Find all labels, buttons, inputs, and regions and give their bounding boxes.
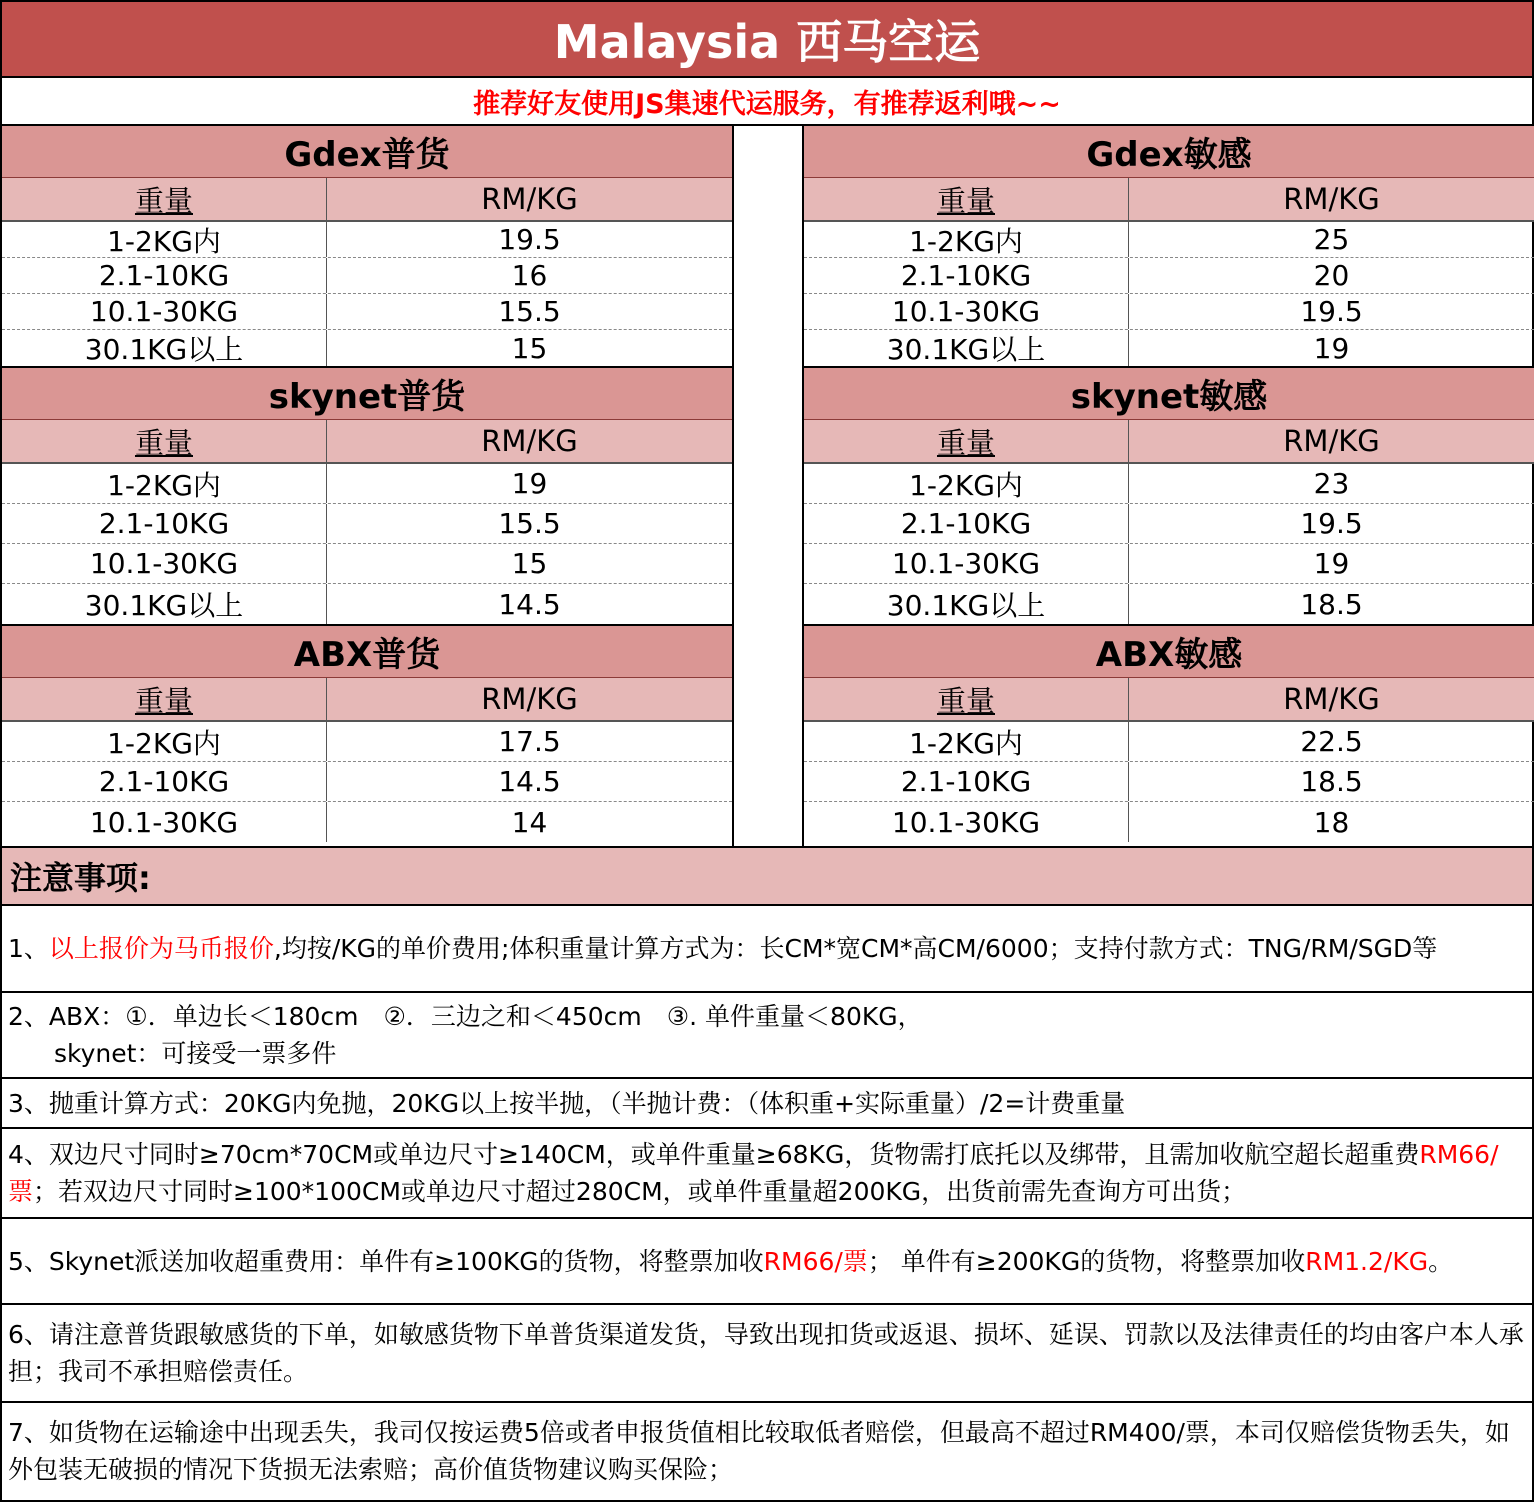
price-cell: 19 <box>511 467 548 500</box>
price-header: RM/KG <box>481 682 578 716</box>
weight-cell: 2.1-10KG <box>2 504 327 543</box>
price-cell: 19.5 <box>1300 295 1363 328</box>
table-row <box>2 584 732 624</box>
weight-cell: 2.1-10KG <box>2 258 327 293</box>
note-text: 。 <box>1428 1246 1454 1276</box>
weight-cell: 10.1-30KG <box>2 544 327 583</box>
price-header: RM/KG <box>1283 424 1380 458</box>
table-header <box>804 420 1534 464</box>
weight-cell: 2.1-10KG <box>2 762 327 801</box>
table-header <box>804 178 1534 222</box>
table-row <box>2 258 732 294</box>
price-cell: 19.5 <box>498 223 561 256</box>
note-highlight: RM66/票 <box>763 1246 868 1276</box>
table-title: skynet敏感 <box>804 368 1534 420</box>
price-cell: 18 <box>1313 805 1350 839</box>
general-goods-column <box>2 126 732 842</box>
price-cell: 14 <box>511 805 548 839</box>
weight-cell: 30.1KG以上 <box>2 330 327 366</box>
note-text: 5、Skynet派送加收超重费用：单件有≥100KG的货物，将整票加收 <box>8 1246 764 1276</box>
table-row <box>2 504 732 544</box>
table-row <box>804 722 1534 762</box>
table-row <box>2 294 732 330</box>
weight-cell: 1-2KG内 <box>804 722 1129 761</box>
table-title: Gdex普货 <box>2 126 732 178</box>
table-row <box>2 330 732 366</box>
weight-cell: 30.1KG以上 <box>804 330 1129 366</box>
weight-cell: 30.1KG以上 <box>2 584 327 624</box>
weight-header: 重量 <box>804 178 1129 220</box>
table-header <box>2 420 732 464</box>
price-header: RM/KG <box>1283 182 1380 216</box>
table-row <box>804 294 1534 330</box>
table-title: skynet普货 <box>2 368 732 420</box>
table-row <box>2 464 732 504</box>
table-title: ABX普货 <box>2 626 732 678</box>
price-cell: 15.5 <box>498 507 561 540</box>
table-row <box>804 584 1534 624</box>
table-row <box>804 802 1534 842</box>
weight-header: 重量 <box>2 678 327 720</box>
price-cell: 14.5 <box>498 765 561 798</box>
price-cell: 23 <box>1313 467 1350 500</box>
table-row <box>804 464 1534 504</box>
price-cell: 18.5 <box>1300 765 1363 798</box>
table-title: ABX敏感 <box>804 626 1534 678</box>
weight-cell: 30.1KG以上 <box>804 584 1129 624</box>
weight-cell: 10.1-30KG <box>2 294 327 329</box>
table-row <box>804 762 1534 802</box>
weight-cell: 10.1-30KG <box>2 802 327 842</box>
table-header <box>804 678 1534 722</box>
gdex-sensitive-table <box>804 126 1534 368</box>
price-cell: 17.5 <box>498 725 561 758</box>
table-header <box>2 678 732 722</box>
sensitive-goods-column <box>804 126 1534 842</box>
skynet-sensitive-table <box>804 368 1534 626</box>
price-cell: 18.5 <box>1300 587 1363 621</box>
table-row <box>2 222 732 258</box>
weight-cell: 1-2KG内 <box>2 722 327 761</box>
skynet-general-table <box>2 368 732 626</box>
weight-cell: 10.1-30KG <box>804 802 1129 842</box>
weight-cell: 10.1-30KG <box>804 294 1129 329</box>
note-text: 4、双边尺寸同时≥70cm*70CM或单边尺寸≥140CM，或单件重量≥68KG，货物需打底托以及绑带，且需加收航空超长超重费 <box>8 1140 1420 1169</box>
price-header: RM/KG <box>481 424 578 458</box>
table-row <box>804 544 1534 584</box>
price-cell: 19 <box>1313 547 1350 580</box>
weight-header: 重量 <box>804 420 1129 462</box>
table-row <box>2 544 732 584</box>
price-cell: 20 <box>1313 259 1350 292</box>
note-3-text: 3、抛重计算方式：20KG内免抛，20KG以上按半抛，（半抛计费：（体积重+实际重量）/2=计费重量 <box>8 1088 1126 1118</box>
column-divider <box>732 126 804 846</box>
gdex-general-table <box>2 126 732 368</box>
note-2 <box>2 993 1532 1079</box>
note-5 <box>2 1219 1532 1305</box>
note-4-text <box>8 1136 1526 1210</box>
notes-title: 注意事项: <box>2 848 1532 906</box>
price-cell: 19.5 <box>1300 507 1363 540</box>
price-cell: 14.5 <box>498 587 561 621</box>
note-text: 1、 <box>8 934 49 963</box>
note-1-text <box>8 930 1526 967</box>
table-title: Gdex敏感 <box>804 126 1534 178</box>
price-cell: 19 <box>1313 331 1350 365</box>
weight-cell: 10.1-30KG <box>804 544 1129 583</box>
note-7 <box>2 1403 1532 1498</box>
note-7-text: 7、如货物在运输途中出现丢失，我司仅按运费5倍或者申报货值相比较取低者赔偿，但最高不超过RM400/票，本司仅赔偿货物丢失，如外包装无破损的情况下货损无法索赔；高价值货物建议购买保险； <box>8 1417 1510 1484</box>
price-header: RM/KG <box>1283 682 1380 716</box>
table-header <box>2 178 732 222</box>
note-2-line-1: 2、ABX：①．单边长＜180cm ②．三边之和＜450cm ③. 单件重量＜80KG， <box>8 1002 923 1031</box>
note-text: ,均按/KG的单价费用;体积重量计算方式为：长CM*宽CM*高CM/6000；支持付款方式：TNG/RM/SGD等 <box>273 934 1438 963</box>
weight-cell: 2.1-10KG <box>804 258 1129 293</box>
note-1 <box>2 906 1532 993</box>
weight-cell: 1-2KG内 <box>2 464 327 503</box>
table-row <box>804 504 1534 544</box>
note-text: ； 单件有≥200KG的货物，将整票加收 <box>867 1246 1306 1276</box>
note-text: ；若双边尺寸同时≥100*100CM或单边尺寸超过280CM，或单件重量超200KG，出货前需先查询方可出货； <box>33 1177 1247 1206</box>
note-3 <box>2 1079 1532 1129</box>
table-row <box>804 330 1534 366</box>
table-row <box>2 762 732 802</box>
price-cell: 16 <box>511 259 548 292</box>
rate-tables <box>0 124 1534 848</box>
note-6-text: 6、请注意普货跟敏感货的下单，如敏感货物下单普货渠道发货，导致出现扣货或返退、损坏、延误、罚款以及法律责任的均由客户本人承担；我司不承担赔偿责任。 <box>8 1320 1524 1386</box>
weight-cell: 1-2KG内 <box>2 222 327 257</box>
note-6 <box>2 1305 1532 1403</box>
weight-header: 重量 <box>2 178 327 220</box>
notes-section <box>0 848 1534 1502</box>
price-header: RM/KG <box>481 182 578 216</box>
weight-cell: 2.1-10KG <box>804 762 1129 801</box>
weight-cell: 1-2KG内 <box>804 464 1129 503</box>
note-highlight: RM66/票 <box>8 1140 1499 1206</box>
abx-general-table <box>2 626 732 842</box>
page-title: Malaysia 西马空运 <box>0 0 1534 78</box>
table-row <box>2 802 732 842</box>
price-cell: 25 <box>1313 223 1350 256</box>
price-cell: 15.5 <box>498 295 561 328</box>
abx-sensitive-table <box>804 626 1534 842</box>
price-cell: 15 <box>511 547 548 580</box>
note-5-text <box>8 1243 1526 1280</box>
table-row <box>804 258 1534 294</box>
weight-cell: 2.1-10KG <box>804 504 1129 543</box>
note-highlight: RM1.2/KG <box>1305 1246 1429 1276</box>
weight-header: 重量 <box>804 678 1129 720</box>
weight-cell: 1-2KG内 <box>804 222 1129 257</box>
note-highlight: 以上报价为马币报价 <box>48 934 274 963</box>
note-4 <box>2 1129 1532 1219</box>
table-row <box>2 722 732 762</box>
note-2-line-2: skynet：可接受一票多件 <box>54 1039 337 1068</box>
price-cell: 22.5 <box>1300 725 1363 758</box>
price-cell: 15 <box>511 331 548 365</box>
promo-banner: 推荐好友使用JS集速代运服务，有推荐返利哦~~ <box>0 78 1534 124</box>
weight-header: 重量 <box>2 420 327 462</box>
table-row <box>804 222 1534 258</box>
